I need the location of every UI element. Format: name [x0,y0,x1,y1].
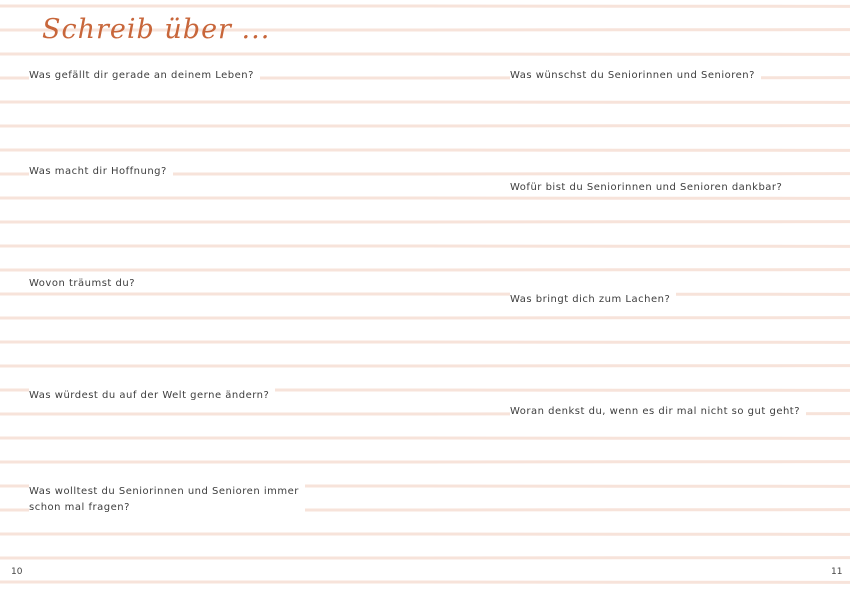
ruled-line [0,318,850,319]
ruled-line [0,222,850,223]
question-change-world: Was würdest du auf der Welt gerne ändern? [29,388,275,404]
ruled-line [0,534,850,535]
ruled-line [0,582,850,583]
ruled-line [0,558,850,559]
ruled-line [0,294,850,295]
ruled-line [0,438,850,439]
question-ask-seniors: Was wolltest du Seniorinnen und Senioren immer schon mal fragen? [29,484,305,516]
ruled-line [0,270,850,271]
page-number-left: 10 [11,567,23,577]
page-title: Schreib über ... [42,14,271,45]
question-dreams: Wovon träumst du? [29,276,141,292]
question-wish-seniors: Was wünschst du Seniorinnen und Senioren? [510,68,761,84]
question-hope: Was macht dir Hoffnung? [29,164,173,180]
question-current-life: Was gefällt dir gerade an deinem Leben? [29,68,260,84]
ruled-line [0,150,850,151]
ruled-line [0,198,850,199]
page-number-right: 11 [831,567,843,577]
ruled-line [0,102,850,103]
ruled-line [0,246,850,247]
ruled-line [0,342,850,343]
question-grateful-seniors: Wofür bist du Seniorinnen und Senioren dankbar? [510,180,788,196]
ruled-line [0,462,850,463]
ruled-line [0,6,850,7]
question-laughter: Was bringt dich zum Lachen? [510,292,676,308]
ruled-line [0,366,850,367]
question-bad-days: Woran denkst du, wenn es dir mal nicht so gut geht? [510,404,806,420]
ruled-line [0,54,850,55]
ruled-line [0,126,850,127]
